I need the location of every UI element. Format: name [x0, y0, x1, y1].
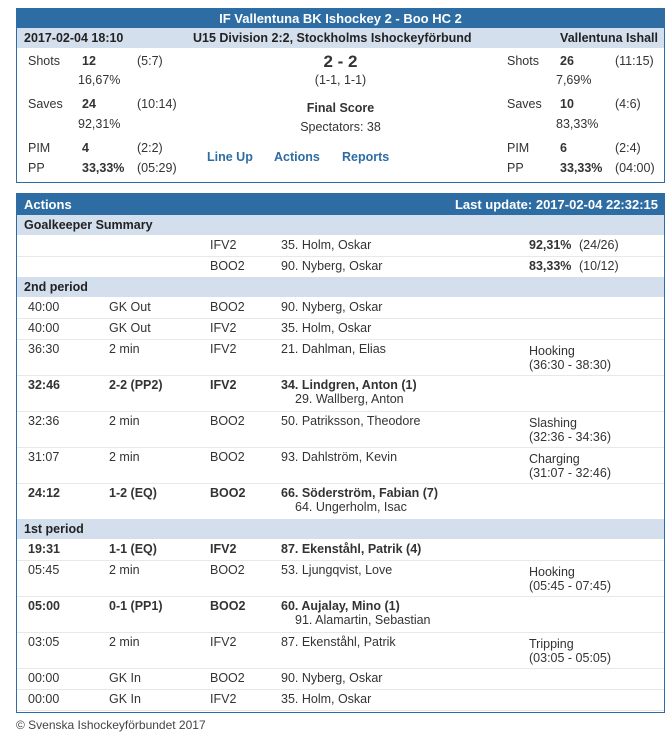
home-saves-pct: 92,31% — [78, 117, 121, 131]
event-time: 24:12 — [28, 486, 60, 500]
event-player: 93. Dahlström, Kevin — [281, 450, 398, 464]
gk-save-pct: 92,31% — [529, 238, 572, 252]
event-team: BOO2 — [210, 450, 245, 464]
event-row — [17, 447, 664, 484]
event-player: 35. Holm, Oskar — [281, 321, 372, 335]
gk-player: 90. Nyberg, Oskar — [281, 259, 383, 273]
event-time: 05:45 — [28, 563, 60, 577]
event-team: BOO2 — [210, 300, 245, 314]
away-saves-label: Saves — [507, 97, 542, 111]
penalty-duration: (36:30 - 38:30) — [529, 358, 611, 372]
event-type: GK In — [109, 671, 141, 685]
game-venue: Vallentuna Ishall — [560, 31, 658, 45]
event-time: 31:07 — [28, 450, 60, 464]
goal-event-row — [17, 596, 664, 633]
home-saves-detail: (10:14) — [137, 97, 177, 111]
event-team: BOO2 — [210, 671, 245, 685]
event-type: 0-1 (PP1) — [109, 599, 163, 613]
gk-team: IFV2 — [210, 238, 237, 252]
event-player: 66. Söderström, Fabian (7) — [281, 486, 438, 500]
actions-panel — [16, 193, 665, 713]
event-team: BOO2 — [210, 599, 246, 613]
event-team: IFV2 — [210, 635, 237, 649]
event-time: 32:36 — [28, 414, 60, 428]
home-shots: 12 — [82, 54, 96, 68]
actions-body — [17, 215, 664, 712]
goalkeeper-row — [17, 256, 664, 278]
event-player: 50. Patriksson, Theodore — [281, 414, 421, 428]
penalty-type: Slashing — [529, 416, 577, 430]
away-pim: 6 — [560, 141, 567, 155]
penalty-type: Hooking — [529, 565, 575, 579]
last-update: Last update: 2017-02-04 22:32:15 — [454, 197, 658, 212]
event-type: 2 min — [109, 414, 140, 428]
event-time: 36:30 — [28, 342, 60, 356]
goalkeeper-row — [17, 235, 664, 257]
event-team: IFV2 — [210, 378, 237, 392]
event-type: 1-2 (EQ) — [109, 486, 157, 500]
goal-event-row — [17, 375, 664, 412]
home-pp-detail: (05:29) — [137, 161, 177, 175]
goal-event-row — [17, 483, 664, 520]
event-player: 53. Ljungqvist, Love — [281, 563, 393, 577]
away-pim-detail: (2:4) — [615, 141, 641, 155]
goal-event-row — [17, 539, 664, 561]
event-type: 2 min — [109, 342, 140, 356]
actions-title: Actions — [24, 197, 72, 212]
event-row — [17, 632, 664, 669]
event-type: 2 min — [109, 450, 140, 464]
event-time: 03:05 — [28, 635, 60, 649]
event-row — [17, 560, 664, 597]
away-pp: 33,33% — [560, 161, 603, 175]
penalty-type: Tripping — [529, 637, 574, 651]
event-time: 00:00 — [28, 671, 60, 685]
event-row — [17, 411, 664, 448]
home-shots-pct: 16,67% — [78, 73, 121, 87]
event-assist: 29. Wallberg, Anton — [295, 392, 404, 406]
away-shots-label: Shots — [507, 54, 539, 68]
home-shots-detail: (5:7) — [137, 54, 163, 68]
event-team: BOO2 — [210, 486, 246, 500]
event-type: GK Out — [109, 321, 151, 335]
lineup-link[interactable]: Line Up — [207, 150, 253, 164]
game-title-bar — [17, 9, 664, 28]
event-time: 40:00 — [28, 321, 60, 335]
event-type: GK Out — [109, 300, 151, 314]
event-time: 40:00 — [28, 300, 60, 314]
actions-header — [17, 194, 664, 215]
away-pp-label: PP — [507, 161, 524, 175]
gk-player: 35. Holm, Oskar — [281, 238, 372, 252]
gk-save-detail: (24/26) — [579, 238, 619, 252]
away-shots: 26 — [560, 54, 574, 68]
penalty-type: Charging — [529, 452, 580, 466]
gk-save-detail: (10/12) — [579, 259, 619, 273]
penalty-duration: (05:45 - 07:45) — [529, 579, 611, 593]
game-title: IF Vallentuna BK Ishockey 2 - Boo HC 2 — [219, 11, 462, 26]
gk-save-pct: 83,33% — [529, 259, 572, 273]
event-team: IFV2 — [210, 542, 237, 556]
event-type: 2 min — [109, 635, 140, 649]
event-player: 35. Holm, Oskar — [281, 692, 372, 706]
event-time: 32:46 — [28, 378, 60, 392]
event-row — [17, 318, 664, 340]
game-info-bar — [17, 28, 664, 48]
event-row — [17, 689, 664, 711]
event-player: 87. Ekenståhl, Patrik (4) — [281, 542, 422, 556]
game-period-scores: (1-1, 1-1) — [314, 73, 367, 87]
home-pim-label: PIM — [28, 141, 51, 155]
event-time: 00:00 — [28, 692, 60, 706]
event-player: 90. Nyberg, Oskar — [281, 300, 383, 314]
penalty-type: Hooking — [529, 344, 575, 358]
event-time: 05:00 — [28, 599, 60, 613]
away-shots-pct: 7,69% — [556, 73, 592, 87]
gk-team: BOO2 — [210, 259, 245, 273]
stats-area — [17, 48, 664, 182]
event-player: 21. Dahlman, Elias — [281, 342, 386, 356]
footer-copyright: © Svenska Ishockeyförbundet 2017 — [16, 718, 206, 732]
home-saves-label: Saves — [28, 97, 63, 111]
event-type: 1-1 (EQ) — [109, 542, 157, 556]
period-header: 2nd period — [17, 277, 664, 297]
away-saves-pct: 83,33% — [556, 117, 599, 131]
event-team: BOO2 — [210, 414, 245, 428]
penalty-duration: (31:07 - 32:46) — [529, 466, 611, 480]
event-type: 2-2 (PP2) — [109, 378, 163, 392]
event-row — [17, 297, 664, 319]
home-shots-label: Shots — [28, 54, 60, 68]
away-pim-label: PIM — [507, 141, 530, 155]
gk-summary-header: Goalkeeper Summary — [17, 215, 664, 235]
game-league: U15 Division 2:2, Stockholms Ishockeyförbund — [193, 31, 472, 45]
penalty-duration: (32:36 - 34:36) — [529, 430, 611, 444]
event-player: 90. Nyberg, Oskar — [281, 671, 383, 685]
away-saves-detail: (4:6) — [615, 97, 641, 111]
reports-link[interactable]: Reports — [342, 150, 390, 164]
event-player: 60. Aujalay, Mino (1) — [281, 599, 400, 613]
away-pp-detail: (04:00) — [615, 161, 655, 175]
event-team: IFV2 — [210, 692, 237, 706]
event-row — [17, 668, 664, 690]
event-type: 2 min — [109, 563, 140, 577]
penalty-duration: (03:05 - 05:05) — [529, 651, 611, 665]
home-pp: 33,33% — [82, 161, 125, 175]
event-team: IFV2 — [210, 342, 237, 356]
event-player: 87. Ekenståhl, Patrik — [281, 635, 396, 649]
event-team: BOO2 — [210, 563, 245, 577]
home-pim: 4 — [82, 141, 89, 155]
away-saves: 10 — [560, 97, 574, 111]
event-player: 34. Lindgren, Anton (1) — [281, 378, 417, 392]
actions-link[interactable]: Actions — [274, 150, 320, 164]
game-score: 2 - 2 — [323, 52, 358, 71]
period-header: 1st period — [17, 519, 664, 539]
home-pim-detail: (2:2) — [137, 141, 163, 155]
game-datetime: 2017-02-04 18:10 — [24, 31, 124, 45]
game-summary-panel — [16, 8, 665, 183]
game-status: Final Score — [306, 101, 375, 115]
event-assist: 91. Alamartin, Sebastian — [295, 613, 431, 627]
event-time: 19:31 — [28, 542, 60, 556]
event-type: GK In — [109, 692, 141, 706]
event-row — [17, 339, 664, 376]
event-assist: 64. Ungerholm, Isac — [295, 500, 407, 514]
home-pp-label: PP — [28, 161, 45, 175]
event-team: IFV2 — [210, 321, 237, 335]
home-saves: 24 — [82, 97, 96, 111]
away-shots-detail: (11:15) — [615, 54, 654, 68]
game-spectators: Spectators: 38 — [300, 120, 381, 134]
